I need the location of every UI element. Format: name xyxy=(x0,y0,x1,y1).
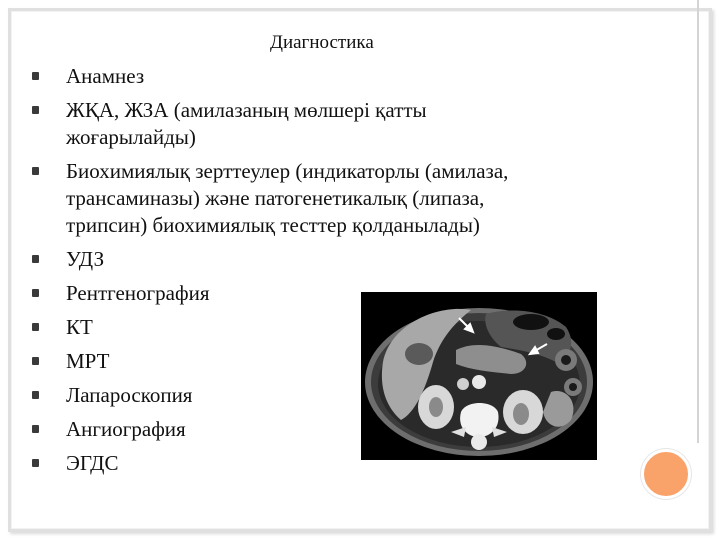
bullet-marker xyxy=(32,289,39,297)
list-item xyxy=(32,97,632,151)
list-item-text: Ангиография xyxy=(66,417,186,441)
decorative-vertical-line xyxy=(697,0,699,443)
bullet-marker xyxy=(32,425,39,433)
list-item-text: КТ xyxy=(66,315,93,339)
list-item-text: жоғарылайды) xyxy=(66,125,196,149)
list-item xyxy=(32,246,632,273)
list-item-text: ЖҚА, ЖЗА (амилазаның мөлшері қатты xyxy=(66,98,427,122)
bullet-marker xyxy=(32,391,39,399)
list-item-text: УДЗ xyxy=(66,247,105,271)
bullet-marker xyxy=(32,357,39,365)
list-item xyxy=(32,158,632,239)
list-item xyxy=(32,63,632,90)
list-item-text: МРТ xyxy=(66,349,110,373)
bullet-marker xyxy=(32,459,39,467)
list-item-text: ЭГДС xyxy=(66,451,119,475)
bullet-marker xyxy=(32,167,39,175)
bullet-marker xyxy=(32,106,39,114)
list-item-text: трипсин) биохимиялық тесттер қолданылады) xyxy=(66,213,480,237)
bullet-marker xyxy=(32,255,39,263)
list-item-text: Лапароскопия xyxy=(66,383,193,407)
decorative-orange-circle xyxy=(641,449,691,499)
bullet-marker xyxy=(32,323,39,331)
list-item-text: Биохимиялық зерттеулер (индикаторлы (амилаза, xyxy=(66,159,509,183)
list-item-text: Рентгенография xyxy=(66,281,210,305)
ct-scan-image xyxy=(361,292,597,460)
list-item-text: трансаминазы) және патогенетикалық (липаза, xyxy=(66,186,485,210)
bullet-marker xyxy=(32,72,39,80)
slide-title: Диагностика xyxy=(270,32,374,53)
list-item-text: Анамнез xyxy=(66,64,145,88)
